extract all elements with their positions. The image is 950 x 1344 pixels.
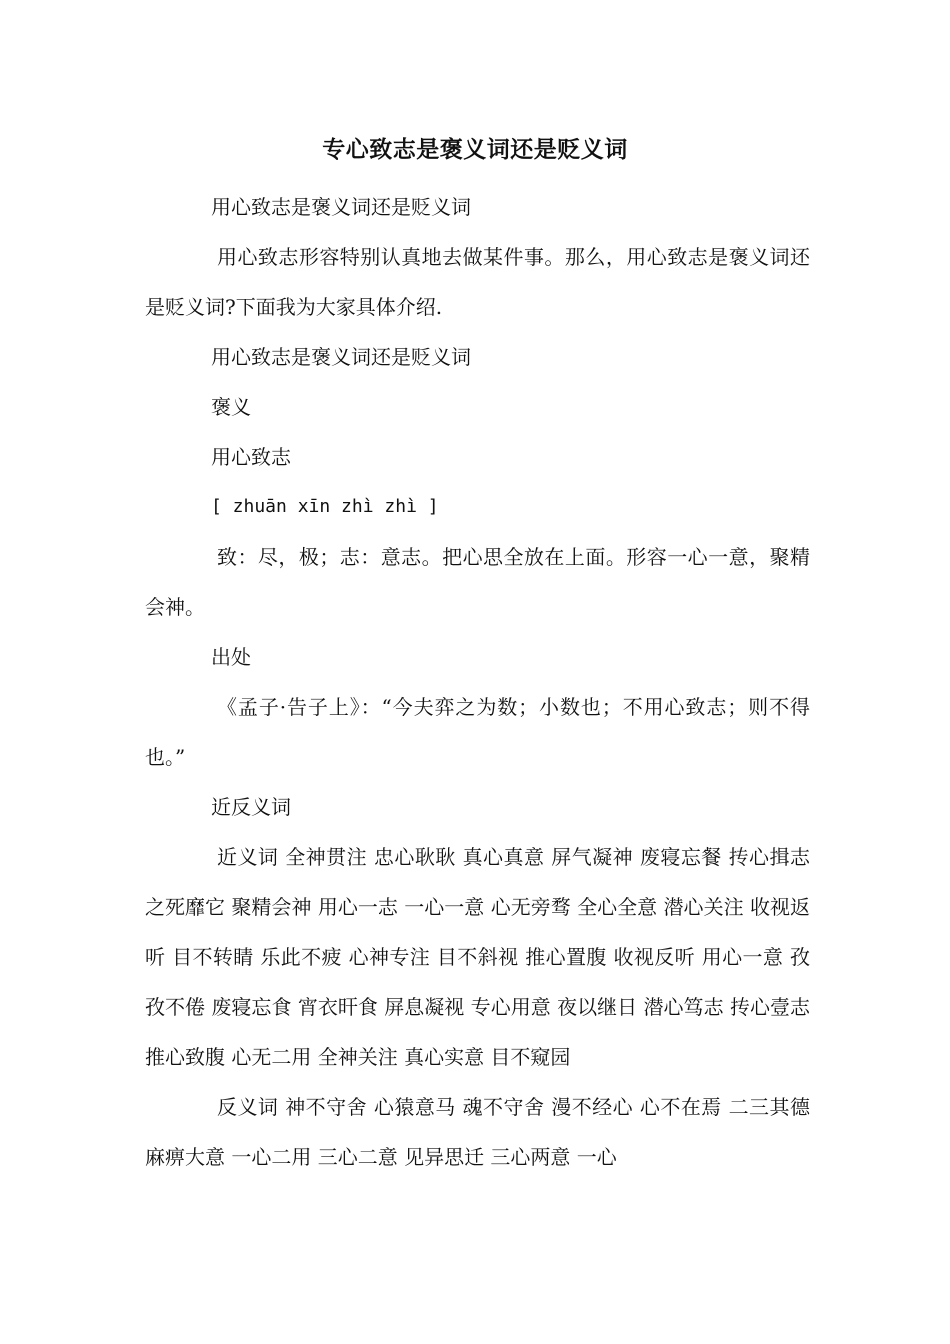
question-heading: 用心致志是褒义词还是贬义词 xyxy=(211,345,471,369)
answer-text: 褒义 xyxy=(211,395,251,419)
synonyms-paragraph: 近义词 全神贯注 忠心耿耿 真心真意 屏气凝神 废寝忘餐 抟心揖志 之死靡它 聚精会神 用心一志 一心一意 心无旁骛 全心全意 潜心关注 收视返听 目不转睛 乐此不疲 心神专注 目不斜视 推心置腹 收视反听 用心一意 孜孜不倦 废寝忘食 宵衣旰食 屏息凝视 专心用意 夜以继日 潜心笃志 抟心壹志 推心致腹 心无二用 全神关注 真心实意 目不窥园 xyxy=(145,845,810,1069)
document-body xyxy=(145,182,810,1182)
antonyms-paragraph: 反义词 神不守舍 心猿意马 魂不守舍 漫不经心 心不在焉 二三其德 麻痹大意 一心二用 三心二意 见异思迁 三心两意 一心 xyxy=(145,1095,810,1169)
page-title: 专心致志是褒义词还是贬义词 xyxy=(322,136,628,163)
definition-paragraph: 致：尽，极；志：意志。把心思全放在上面。形容一心一意，聚精会神。 xyxy=(145,545,810,619)
related-words-heading: 近反义词 xyxy=(211,795,291,819)
subtitle-paragraph: 用心致志是褒义词还是贬义词 xyxy=(211,195,471,219)
intro-paragraph: 用心致志形容特别认真地去做某件事。那么，用心致志是褒义词还是贬义词?下面我为大家具体介绍. xyxy=(145,245,810,319)
pinyin-text: [ zhuān xīn zhì zhì ] xyxy=(211,496,439,517)
idiom-heading: 用心致志 xyxy=(211,445,291,469)
source-paragraph: 《孟子·告子上》：“今夫弈之为数；小数也；不用心致志；则不得也。” xyxy=(145,695,810,769)
source-heading: 出处 xyxy=(211,645,251,669)
